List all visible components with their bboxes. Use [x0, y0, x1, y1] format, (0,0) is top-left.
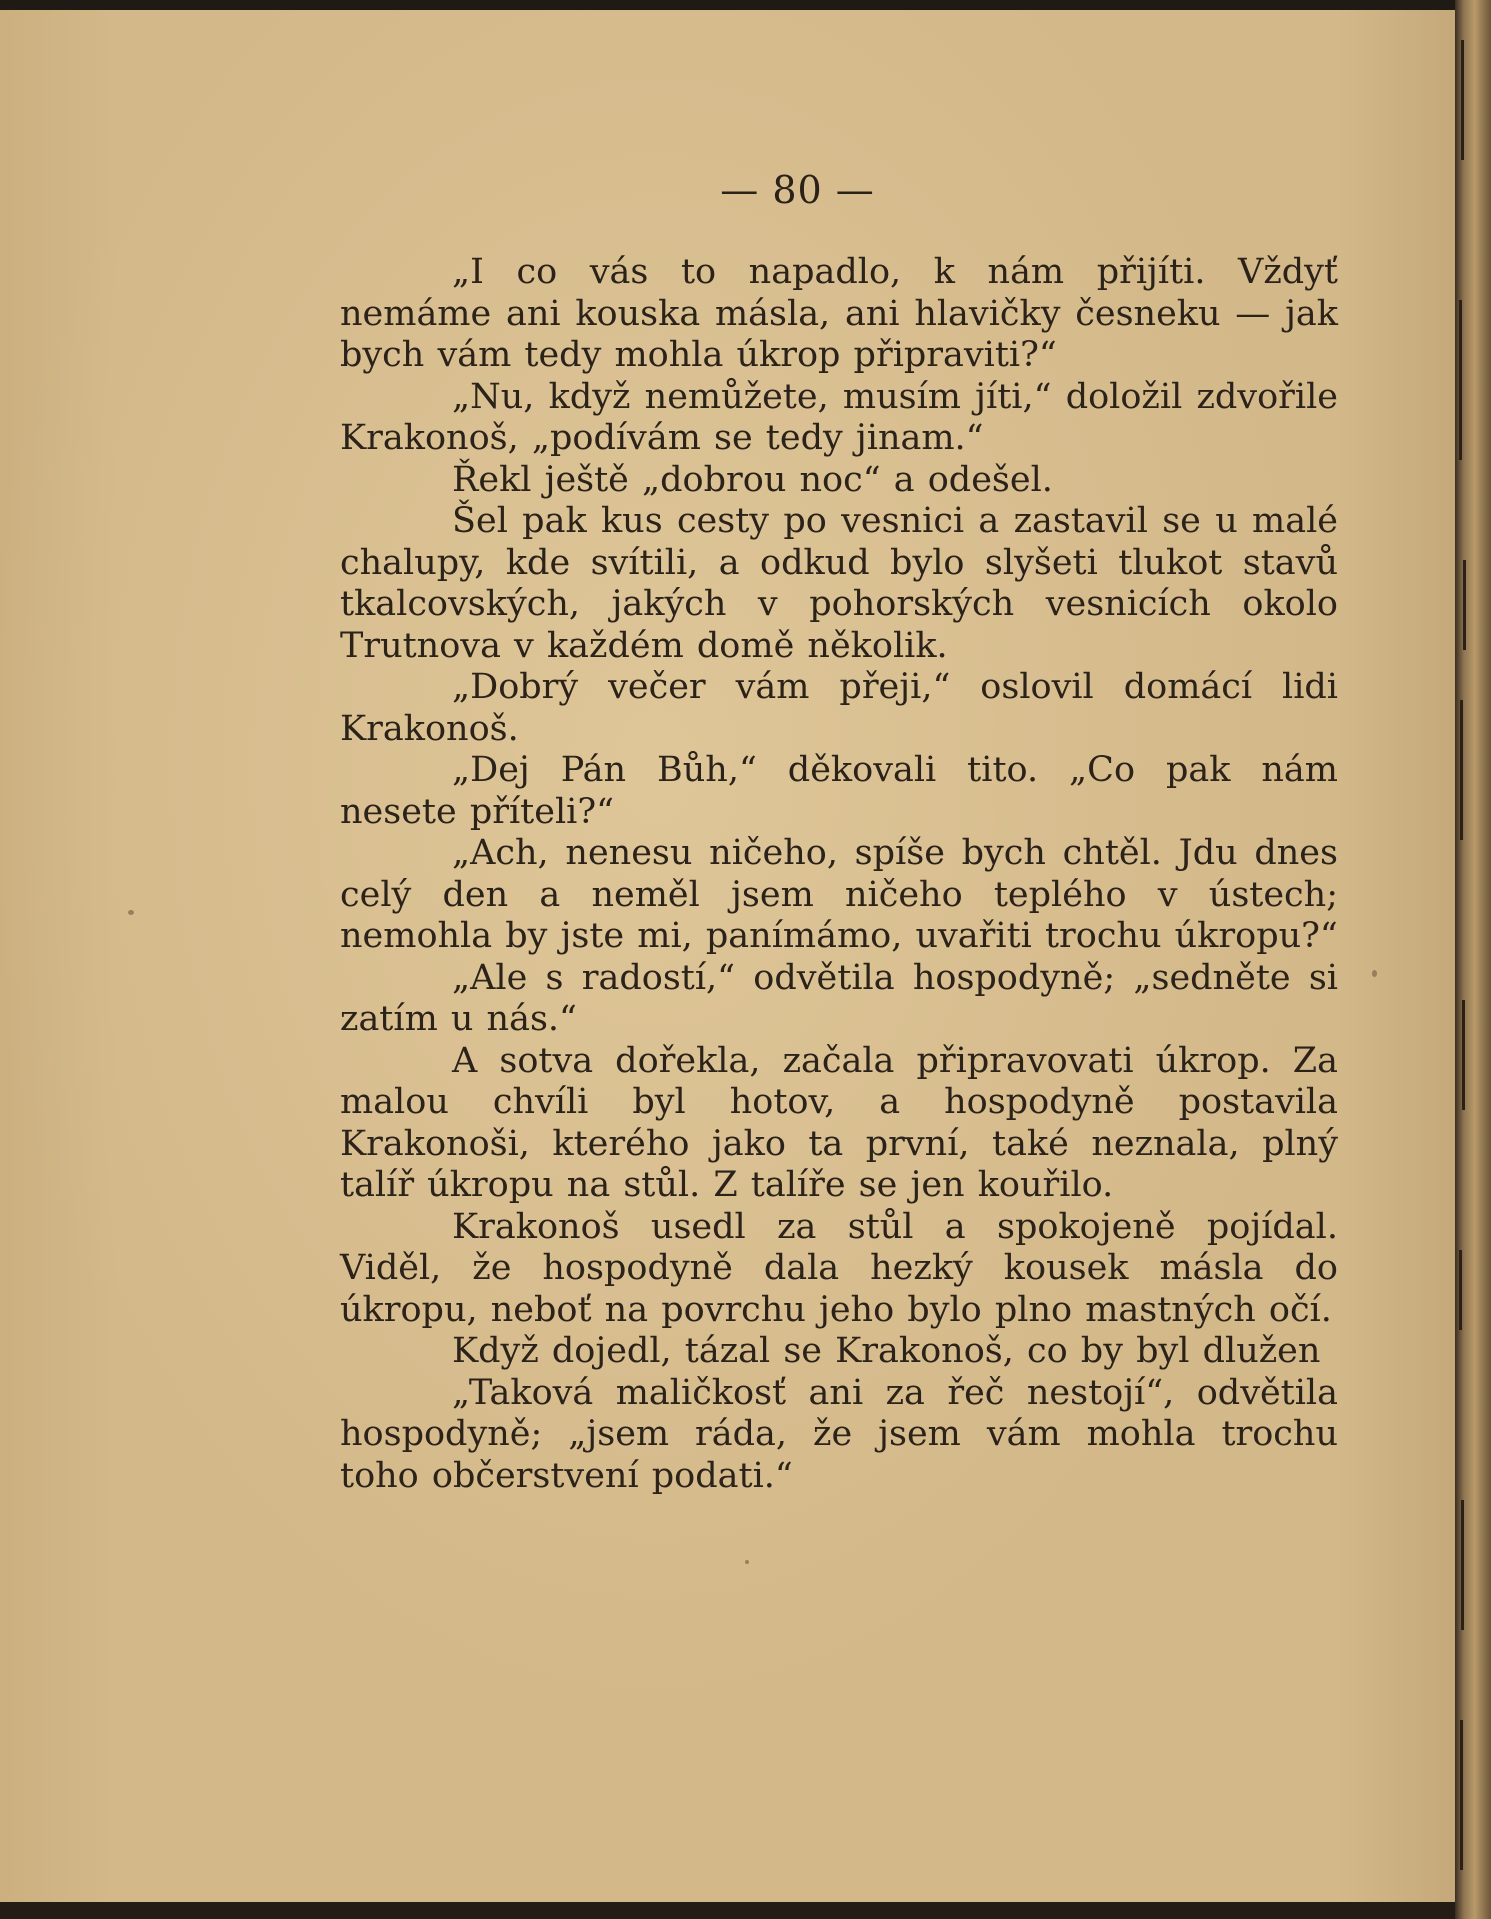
spine-mark	[1459, 1250, 1462, 1330]
paragraph: „Ach, nenesu ničeho, spíše bych chtěl. Jdu dnes celý den a neměl jsem ničeho teplého v ústech; nemohla by jste mi, panímámo, uvařiti trochu úkropu?“	[340, 833, 1338, 956]
spine-mark	[1459, 300, 1462, 460]
spine-mark	[1461, 1500, 1464, 1630]
paragraph: Řekl ještě „dobrou noc“ a odešel.	[452, 459, 1053, 500]
paragraph: „Taková maličkosť ani za řeč nestojí“, odvětila hospodyně; „jsem ráda, že jsem vám mohla trochu toho občerstvení podati.“	[340, 1372, 1338, 1496]
paragraph: „Dobrý večer vám přeji,“ oslovil domácí lidi Krakonoš.	[340, 667, 1338, 749]
paragraph: Když dojedl, tázal se Krakonoš, co by byl dlužen	[452, 1331, 1321, 1371]
paper-speck	[745, 1560, 749, 1564]
body-text	[340, 252, 1338, 1497]
spine-mark	[1462, 1000, 1465, 1110]
page-number: — 80 —	[720, 168, 875, 212]
book-page	[0, 10, 1455, 1902]
paper-speck	[1372, 970, 1377, 977]
paragraph: Krakonoš usedl za stůl a spokojeně pojídal. Viděl, že hospodyně dala hezký kousek másla do úkropu, neboť na povrchu jeho bylo plno mastných očí.	[340, 1206, 1338, 1330]
paragraph: „Dej Pán Bůh,“ děkovali tito. „Co pak nám nesete příteli?“	[340, 750, 1338, 832]
spine-mark	[1460, 700, 1463, 840]
spine-mark	[1463, 560, 1466, 650]
scan-border	[0, 1902, 1455, 1919]
paragraph: „I co vás to napadlo, k nám přijíti. Vždyť nemáme ani kouska másla, ani hlavičky česneku — jak bych vám tedy mohla úkrop připraviti?“	[340, 252, 1338, 375]
paragraph: Šel pak kus cesty po vesnici a zastavil se u malé chalupy, kde svítili, a odkud bylo slyšeti tlukot stavů tkalcovských, jakých v pohorských vesnicích okolo Trutnova v každém domě několik.	[340, 501, 1338, 666]
spine-mark	[1460, 1720, 1463, 1870]
paragraph: A sotva dořekla, začala připravovati úkrop. Za malou chvíli byl hotov, a hospodyně postavila Krakonoši, kterého jako ta první, také neznala, plný talíř úkropu na stůl. Z talíře se jen kouřilo.	[340, 1040, 1338, 1205]
paper-speck	[128, 910, 134, 915]
book-spine-edge	[1455, 0, 1491, 1919]
paragraph: „Nu, když nemůžete, musím jíti,“ doložil zdvořile Krakonoš, „podívám se tedy jinam.“	[340, 376, 1338, 458]
spine-mark	[1461, 40, 1464, 160]
paragraph: „Ale s radostí,“ odvětila hospodyně; „sedněte si zatím u nás.“	[340, 957, 1338, 1039]
